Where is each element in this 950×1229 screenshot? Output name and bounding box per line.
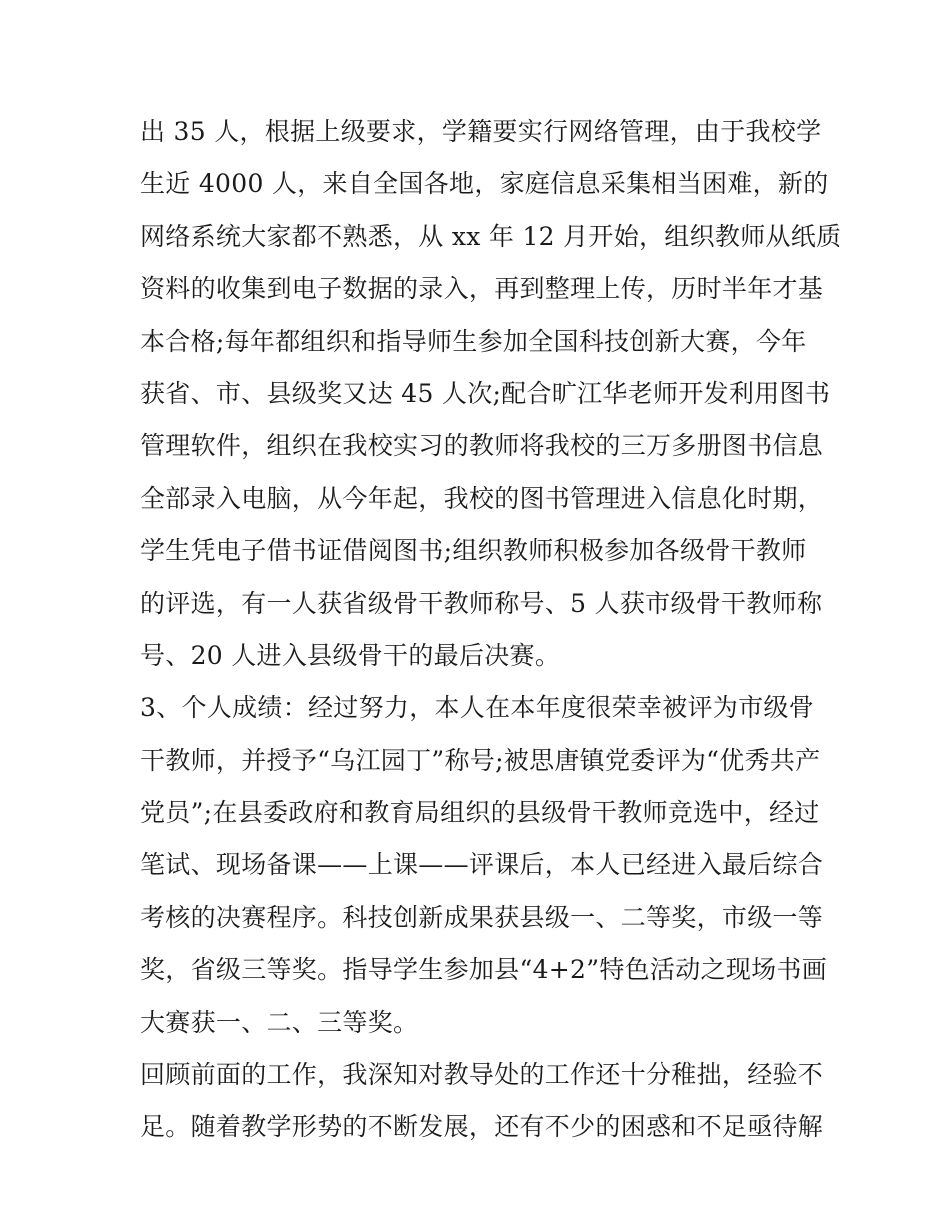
text-line: 本合格;每年都组织和指导师生参加全国科技创新大赛，今年: [140, 326, 807, 356]
text-line: 全部录入电脑，从今年起，我校的图书管理进入信息化时期，: [140, 483, 824, 513]
text-line: 大赛获一、二、三等奖。: [140, 1007, 419, 1037]
text-line: 干教师，并授予“乌江园丁”称号;被思唐镇党委评为“优秀共产: [140, 745, 821, 775]
text-line: 获省、市、县级奖又达 45 人次;配合旷江华老师开发利用图书: [140, 378, 831, 408]
text-line: 学生凭电子借书证借阅图书;组织教师积极参加各级骨干教师: [140, 536, 807, 566]
text-line: 3、个人成绩：经过努力，本人在本年度很荣幸被评为市级骨: [140, 693, 815, 723]
text-line: 考核的决赛程序。科技创新成果获县级一、二等奖，市级一等: [140, 902, 824, 932]
text-line: 资料的收集到电子数据的录入，再到整理上传，历时半年才基: [140, 274, 824, 304]
text-line: 回顾前面的工作，我深知对教导处的工作还十分稚拙，经验不: [140, 1060, 824, 1090]
text-line: 足。随着教学形势的不断发展，还有不少的困惑和不足亟待解: [140, 1112, 824, 1142]
text-line: 党员”;在县委政府和教育局组织的县级骨干教师竞选中，经过: [140, 798, 820, 828]
text-line: 管理软件，组织在我校实习的教师将我校的三万多册图书信息: [140, 431, 824, 461]
body-text: [140, 106, 842, 1154]
text-line: 号、20 人进入县级骨干的最后决赛。: [140, 640, 561, 670]
text-line: 出 35 人，根据上级要求，学籍要实行网络管理，由于我校学: [140, 117, 822, 146]
text-line: 奖，省级三等奖。指导学生参加县“4+2”特色活动之现场书画: [140, 955, 828, 985]
text-line: 笔试、现场备课——上课——评课后，本人已经进入最后综合: [140, 850, 824, 880]
text-line: 生近 4000 人，来自全国各地，家庭信息采集相当困难，新的: [140, 169, 829, 199]
text-line: 网络系统大家都不熟悉，从 xx 年 12 月开始，组织教师从纸质: [140, 221, 842, 251]
text-line: 的评选，有一人获省级骨干教师称号、5 人获市级骨干教师称: [140, 588, 823, 618]
